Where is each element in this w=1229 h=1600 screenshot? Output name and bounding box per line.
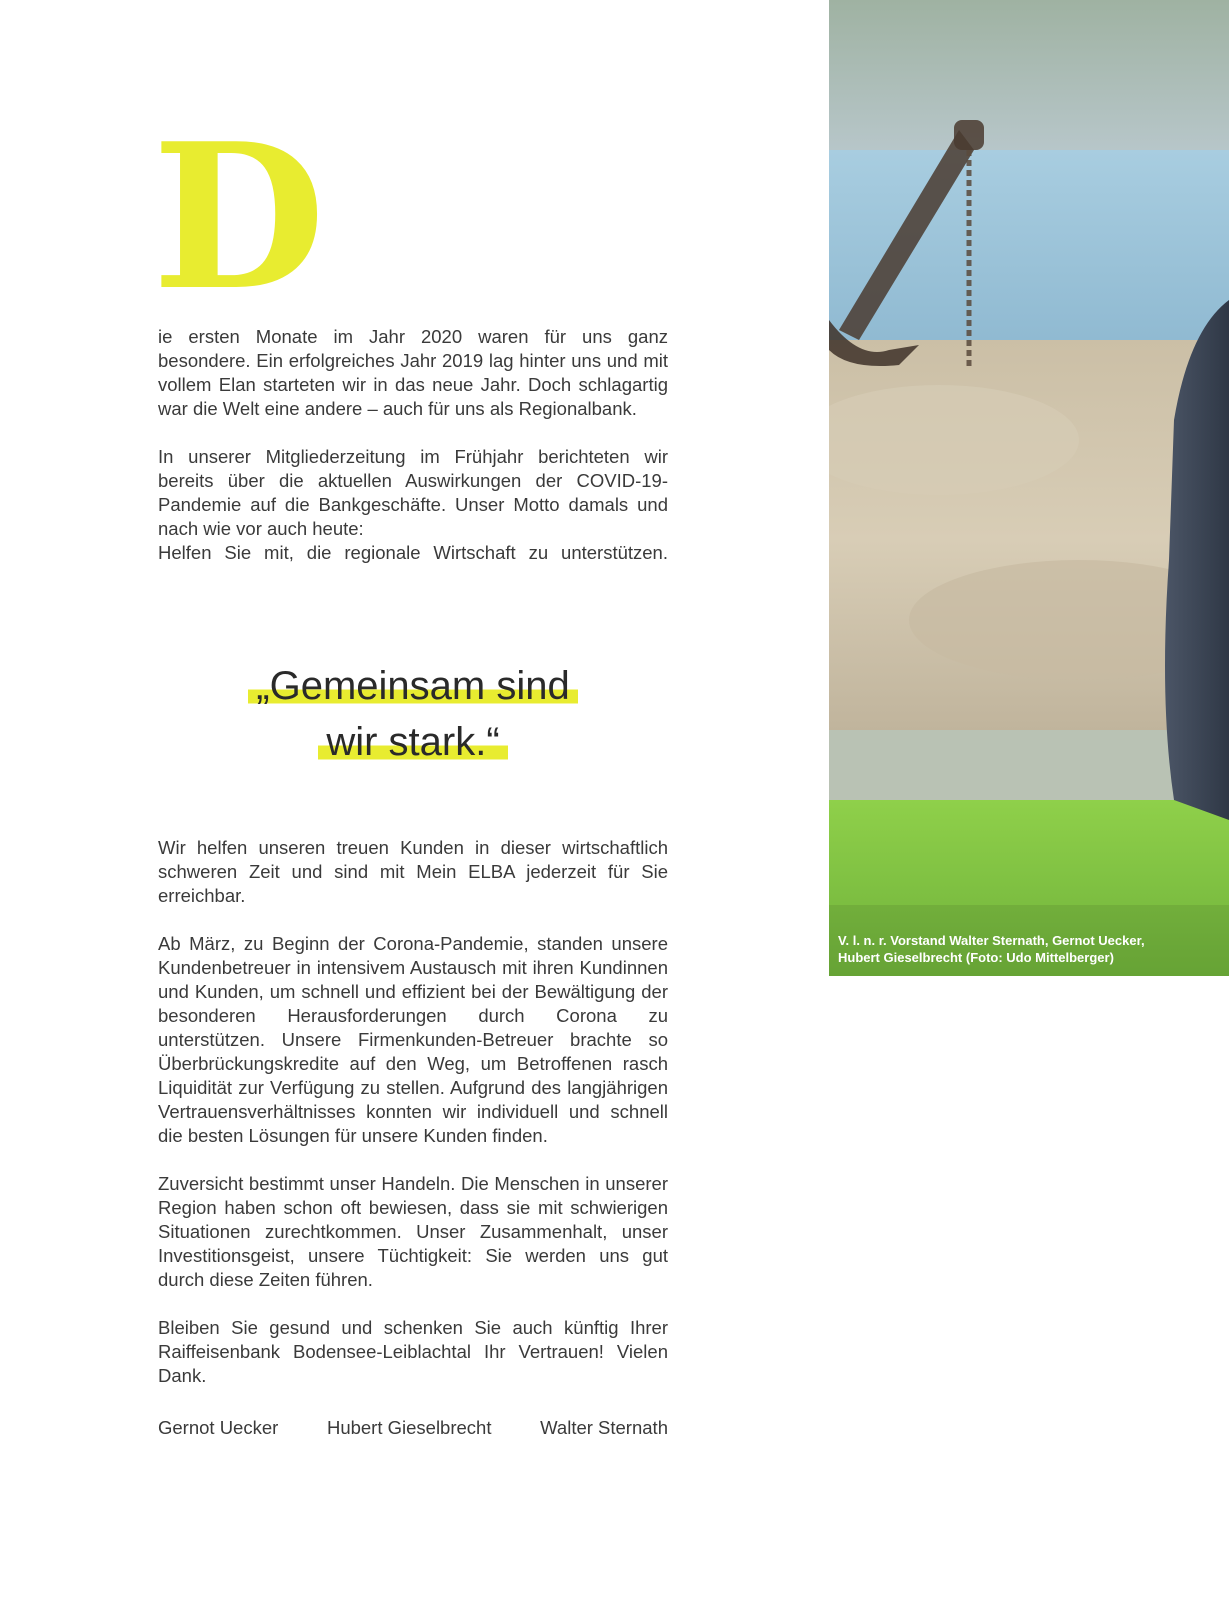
intro-paragraph-1: ie ersten Monate im Jahr 2020 waren für uns ganz besondere. Ein erfolgreiches Jahr 2019 lag hinter uns und mit vollem Elan starteten wir in das neue Jahr. Doch schlagartig war die Welt eine andere – auch für uns als Regionalbank. [158, 326, 668, 419]
signature-name: Hubert Gieselbrecht [326, 1417, 492, 1438]
caption-line-1: V. l. n. r. Vorstand Walter Sternath, Gernot Uecker, [838, 933, 1145, 948]
board-photo [829, 0, 1229, 976]
drop-cap-letter: D [152, 100, 326, 335]
body-paragraph-2: Ab März, zu Beginn der Corona-Pandemie, standen unsere Kundenbetreuer in intensivem Austausch mit ihren Kundinnen und Kunden, um schnell und effizient bei der Bewältigung der besonderen Herausforderungen durch Corona zu unterstützen. Unsere Firmenkunden-Betreuer brachte so Überbrückungskredite auf den Weg, um Betroffenen rasch Liquidität zur Verfügung zu stellen. Aufgrund des langjährigen Vertrauensverhältnisses konnten wir individuell und schnell die besten Lösungen für unsere Kunden finden. [158, 933, 668, 1146]
pull-quote-line-2: wir stark.“ [318, 720, 507, 764]
intro-text [158, 325, 668, 565]
signatures [158, 1416, 668, 1440]
intro-paragraph-2: In unserer Mitgliederzeitung im Frühjahr berichteten wir bereits über die aktuellen Auswirkungen der COVID-19-Pandemie auf die Bankgeschäfte. Unser Motto damals und nach wie vor auch heute: [158, 446, 668, 539]
signature-name: Gernot Uecker [158, 1417, 279, 1438]
photo-caption [838, 932, 1218, 966]
photo-illustration [829, 0, 1229, 976]
body-text [158, 836, 668, 1388]
caption-line-2: Hubert Gieselbrecht (Foto: Udo Mittelberger) [838, 950, 1114, 965]
body-paragraph-1: Wir helfen unseren treuen Kunden in dieser wirtschaftlich schweren Zeit und sind mit Mein ELBA jederzeit für Sie erreichbar. [158, 837, 668, 906]
body-paragraph-3: Zuversicht bestimmt unser Handeln. Die Menschen in unserer Region haben schon oft bewiesen, dass sie mit schwierigen Situationen zurechtkommen. Unser Zusammenhalt, unser Investitionsgeist, unsere Tüchtigkeit: Sie werden uns gut durch diese Zeiten führen. [158, 1173, 668, 1290]
signature-name: Walter Sternath [540, 1417, 668, 1438]
pull-quote-line-1: „Gemeinsam sind [248, 664, 577, 708]
intro-motto: Helfen Sie mit, die regionale Wirtschaft zu unterstützen. [158, 542, 668, 563]
pull-quote [158, 658, 668, 770]
body-paragraph-4: Bleiben Sie gesund und schenken Sie auch künftig Ihrer Raiffeisenbank Bodensee-Leiblachtal Ihr Vertrauen! Vielen Dank. [158, 1317, 668, 1386]
